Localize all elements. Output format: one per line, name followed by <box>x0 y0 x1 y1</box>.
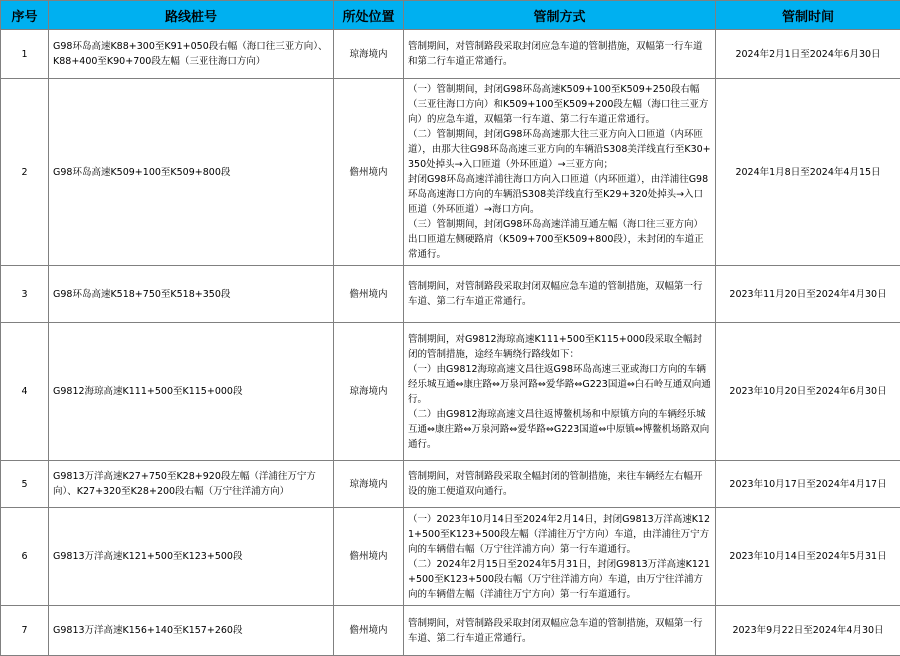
header-seq: 序号 <box>1 1 49 30</box>
cell-method: 管制期间，对G9812海琼高速K111+500至K115+000段采取全幅封闭的管制措施，途经车辆绕行路线如下： （一）由G9812海琼高速文昌往返G98环岛高速三亚或海口方向的车辆经乐城互通⇔康庄路⇔万泉河路⇔爱华路⇔G223国道⇔白石岭互通双向通行。 （二）由G9812海琼高速文昌往返博鳌机场和中原镇方向的车辆经乐城互通⇔康庄路⇔万泉河路⇔爱华路⇔G223国道⇔中原镇⇔博鳌机场路双向通行。 <box>404 323 716 461</box>
table-row <box>1 508 900 606</box>
cell-route: G98环岛高速K518+750至K518+350段 <box>49 266 334 323</box>
cell-seq: 1 <box>1 30 49 79</box>
cell-method: 管制期间，对管制路段采取封闭双幅应急车道的管制措施，双幅第一行车道、第二行车道正常通行。 <box>404 606 716 656</box>
header-method: 管制方式 <box>404 1 716 30</box>
table-row <box>1 461 900 508</box>
cell-route: G98环岛高速K509+100至K509+800段 <box>49 79 334 266</box>
cell-method: 管制期间，对管制路段采取全幅封闭的管制措施，来往车辆经左右幅开设的施工便道双向通行。 <box>404 461 716 508</box>
cell-time: 2023年10月20日至2024年6月30日 <box>716 323 900 461</box>
table-row <box>1 606 900 656</box>
table-row <box>1 266 900 323</box>
cell-time: 2023年9月22日至2024年4月30日 <box>716 606 900 656</box>
cell-method: （一）管制期间，封闭G98环岛高速K509+100至K509+250段右幅（三亚往海口方向）和K509+100至K509+200段左幅（海口往三亚方向）的应急车道，双幅第一行车道、第二行车道正常通行。 （二）管制期间，封闭G98环岛高速那大往三亚方向入口匝道（内环匝道），由那大往G98环岛高速三亚方向的车辆沿S308美洋线直行至K30+350处掉头→入口匝道（外环匝道）→三亚方向； 封闭G98环岛高速洋浦往海口方向入口匝道（内环匝道），由洋浦往G98环岛高速海口方向的车辆沿S308美洋线直行至K29+320处掉头→入口匝道（外环匝道）→海口方向。 （三）管制期间，封闭G98环岛高速洋浦互通左幅（海口往三亚方向）出口匝道左侧硬路肩（K509+700至K509+800段），未封闭的车道正常通行。 <box>404 79 716 266</box>
table-row <box>1 79 900 266</box>
table-row <box>1 30 900 79</box>
cell-time: 2024年2月1日至2024年6月30日 <box>716 30 900 79</box>
table-row <box>1 323 900 461</box>
cell-seq: 2 <box>1 79 49 266</box>
cell-time: 2023年11月20日至2024年4月30日 <box>716 266 900 323</box>
cell-route: G9813万洋高速K156+140至K157+260段 <box>49 606 334 656</box>
cell-seq: 3 <box>1 266 49 323</box>
cell-location: 琼海境内 <box>334 30 404 79</box>
cell-location: 儋州境内 <box>334 266 404 323</box>
cell-route: G9813万洋高速K121+500至K123+500段 <box>49 508 334 606</box>
cell-method: 管制期间，对管制路段采取封闭应急车道的管制措施，双幅第一行车道和第二行车道正常通行。 <box>404 30 716 79</box>
header-time: 管制时间 <box>716 1 900 30</box>
header-route: 路线桩号 <box>49 1 334 30</box>
cell-route: G9812海琼高速K111+500至K115+000段 <box>49 323 334 461</box>
cell-seq: 4 <box>1 323 49 461</box>
header-row <box>1 1 900 30</box>
cell-location: 儋州境内 <box>334 606 404 656</box>
cell-location: 琼海境内 <box>334 323 404 461</box>
cell-time: 2023年10月17日至2024年4月17日 <box>716 461 900 508</box>
header-location: 所处位置 <box>334 1 404 30</box>
cell-seq: 6 <box>1 508 49 606</box>
cell-time: 2024年1月8日至2024年4月15日 <box>716 79 900 266</box>
cell-seq: 5 <box>1 461 49 508</box>
cell-route: G9813万洋高速K27+750至K28+920段左幅（洋浦往万宁方向）、K27+320至K28+200段右幅（万宁往洋浦方向） <box>49 461 334 508</box>
cell-location: 琼海境内 <box>334 461 404 508</box>
cell-method: 管制期间，对管制路段采取封闭双幅应急车道的管制措施，双幅第一行车道、第二行车道正常通行。 <box>404 266 716 323</box>
cell-seq: 7 <box>1 606 49 656</box>
cell-method: （一）2023年10月14日至2024年2月14日，封闭G9813万洋高速K121+500至K123+500段左幅（洋浦往万宁方向）车道，由洋浦往万宁方向的车辆借右幅（万宁往洋浦方向）第一行车道通行。 （二）2024年2月15日至2024年5月31日，封闭G9813万洋高速K121+500至K123+500段右幅（万宁往洋浦方向）车道，由万宁往洋浦方向的车辆借左幅（洋浦往万宁方向）第一行车道通行。 <box>404 508 716 606</box>
cell-location: 儋州境内 <box>334 508 404 606</box>
cell-location: 儋州境内 <box>334 79 404 266</box>
cell-time: 2023年10月14日至2024年5月31日 <box>716 508 900 606</box>
cell-route: G98环岛高速K88+300至K91+050段右幅（海口往三亚方向）、K88+400至K90+700段左幅（三亚往海口方向） <box>49 30 334 79</box>
